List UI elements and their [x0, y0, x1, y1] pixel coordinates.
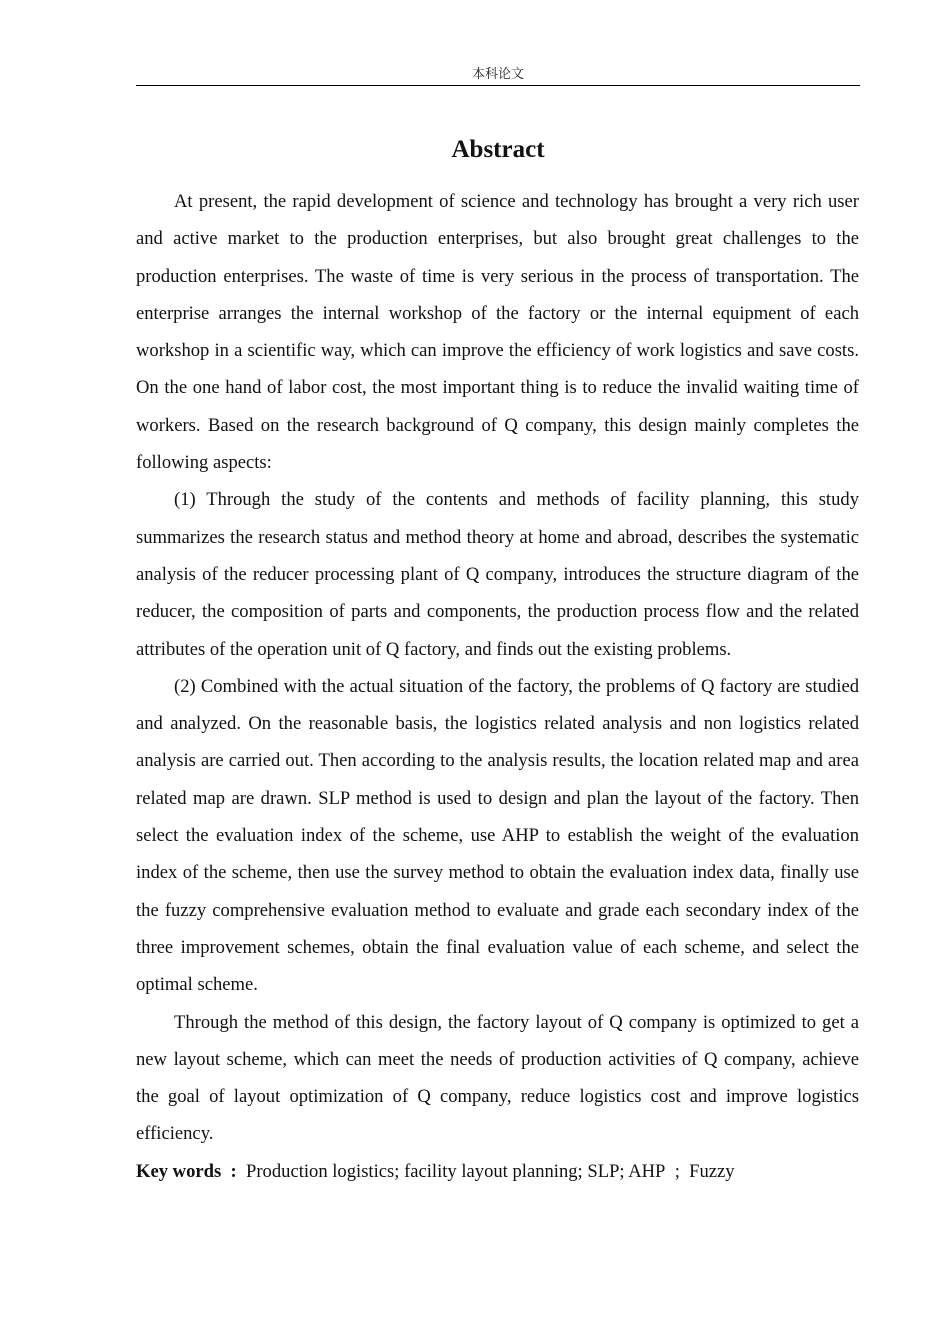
- abstract-paragraph-intro: At present, the rapid development of science and technology has brought a very rich user and active market to the production enterprises, but also brought great challenges to the production enterprises. The waste of time is very serious in the process of transportation. The enterprise arranges the internal workshop of the factory or the internal equipment of each workshop in a scientific way, which can improve the efficiency of work logistics and save costs. On the one hand of labor cost, the most important thing is to reduce the invalid waiting time of workers. Based on the research background of Q company, this design mainly completes the following aspects:: [136, 191, 859, 474]
- abstract-title: Abstract: [451, 136, 545, 163]
- abstract-paragraph-conclusion: Through the method of this design, the factory layout of Q company is optimized to get a new layout scheme, which can meet the needs of production activities of Q company, achieve the goal of layout optimization of Q company, reduce logistics cost and improve logistics efficiency.: [136, 1011, 859, 1145]
- abstract-paragraph-point-1: (1) Through the study of the contents and methods of facility planning, this study summarizes the research status and method theory at home and abroad, describes the systematic analysis of the reducer processing plant of Q company, introduces the structure diagram of the reducer, the composition of parts and components, the production process flow and the related attributes of the operation unit of Q factory, and finds out the existing problems.: [136, 489, 859, 660]
- abstract-body: [136, 183, 859, 1190]
- keywords-line: [136, 1153, 859, 1190]
- keywords-text: Production logistics; facility layout planning; SLP; AHP ; Fuzzy: [236, 1160, 735, 1182]
- running-header: 本科论文: [471, 67, 524, 82]
- header-rule: [136, 85, 860, 86]
- abstract-paragraph-point-2: (2) Combined with the actual situation of the factory, the problems of Q factory are studied and analyzed. On the reasonable basis, the logistics related analysis and non logistics related analysis are carried out. Then according to the analysis results, the location related map and area related map are drawn. SLP method is used to design and plan the layout of the factory. Then select the evaluation index of the scheme, use AHP to establish the weight of the evaluation index of the scheme, then use the survey method to obtain the evaluation index data, finally use the fuzzy comprehensive evaluation method to evaluate and grade each secondary index of the three improvement schemes, obtain the final evaluation value of each scheme, and select the optimal scheme.: [136, 675, 859, 996]
- keywords-label: Key words :: [136, 1160, 237, 1182]
